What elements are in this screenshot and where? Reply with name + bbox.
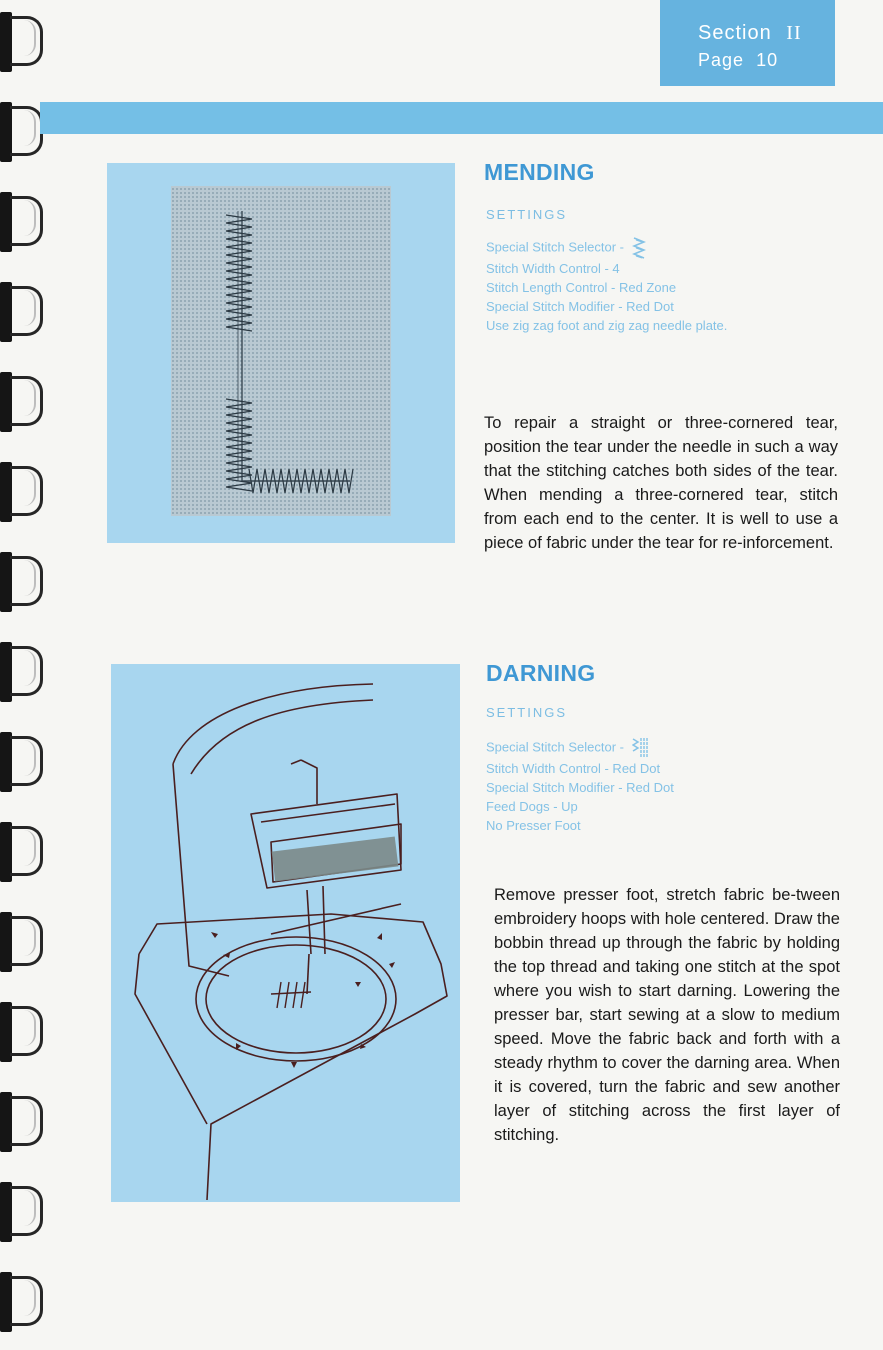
darning-settings-label: SETTINGS <box>486 705 568 720</box>
binding-ring <box>0 1092 50 1152</box>
binding-ring <box>0 462 50 522</box>
binding-ring <box>0 372 50 432</box>
binding-ring <box>0 732 50 792</box>
darning-stitch-icon <box>632 737 648 759</box>
darning-setting-presser-foot: No Presser Foot <box>486 818 581 833</box>
mending-setting-foot: Use zig zag foot and zig zag needle plate. <box>486 318 728 333</box>
binding-ring <box>0 1182 50 1242</box>
darning-illustration-panel <box>111 664 460 1202</box>
binding-ring <box>0 282 50 342</box>
mending-setting-modifier: Special Stitch Modifier - Red Dot <box>486 299 674 314</box>
header-band <box>40 102 883 134</box>
mending-settings-label: SETTINGS <box>486 207 568 222</box>
darning-title: DARNING <box>486 660 596 686</box>
mending-instructions: To repair a straight or three-cornered tear, position the tear under the needle in such a way that the stitching catches both sides of the tear. When mending a three-cornered tear, stitch from each end to the center. It is well to use a piece of fabric under the tear for re-inforcement. <box>484 414 838 552</box>
darning-setting-feed-dogs: Feed Dogs - Up <box>486 799 578 814</box>
binding-ring <box>0 822 50 882</box>
darning-setting-modifier: Special Stitch Modifier - Red Dot <box>486 780 674 795</box>
spiral-binding <box>0 0 52 1350</box>
binding-ring <box>0 1002 50 1062</box>
sewing-machine-darning-illustration <box>111 664 460 1202</box>
binding-ring <box>0 642 50 702</box>
mending-title: MENDING <box>484 159 595 185</box>
binding-ring <box>0 1272 50 1332</box>
mending-setting-width: Stitch Width Control - 4 <box>486 261 620 276</box>
section-page-tab <box>660 0 835 86</box>
darning-settings-list <box>486 737 674 835</box>
binding-ring <box>0 12 50 72</box>
page-label: Page <box>698 50 745 70</box>
multi-step-zigzag-icon <box>632 237 646 259</box>
mending-illustration-panel <box>107 163 455 543</box>
mending-settings-list <box>486 237 727 335</box>
mended-tear-illustration <box>107 163 455 543</box>
section-numeral: II <box>786 22 802 44</box>
section-label: Section <box>698 22 772 44</box>
binding-ring <box>0 912 50 972</box>
binding-ring <box>0 552 50 612</box>
darning-setting-width: Stitch Width Control - Red Dot <box>486 761 661 776</box>
page-number: 10 <box>756 50 779 70</box>
darning-setting-selector: Special Stitch Selector - <box>486 737 674 759</box>
section-line <box>698 22 802 45</box>
mending-setting-length: Stitch Length Control - Red Zone <box>486 280 677 295</box>
darning-instructions: Remove presser foot, stretch fabric be-tween embroidery hoops with hole centered. Draw the bobbin thread up through the fabric by holding the top thread and taking one stitch at the spot where you wish to start darning. Lowering the presser bar, start sewing at a slow to medium speed. Move the fabric back and forth with a steady rhythm to cover the darning area. When it is covered, turn the fabric and sew another layer of stitching across the first layer of stitching. <box>494 886 840 1144</box>
binding-ring <box>0 192 50 252</box>
mending-setting-selector: Special Stitch Selector - <box>486 237 727 259</box>
page-line <box>698 50 778 71</box>
